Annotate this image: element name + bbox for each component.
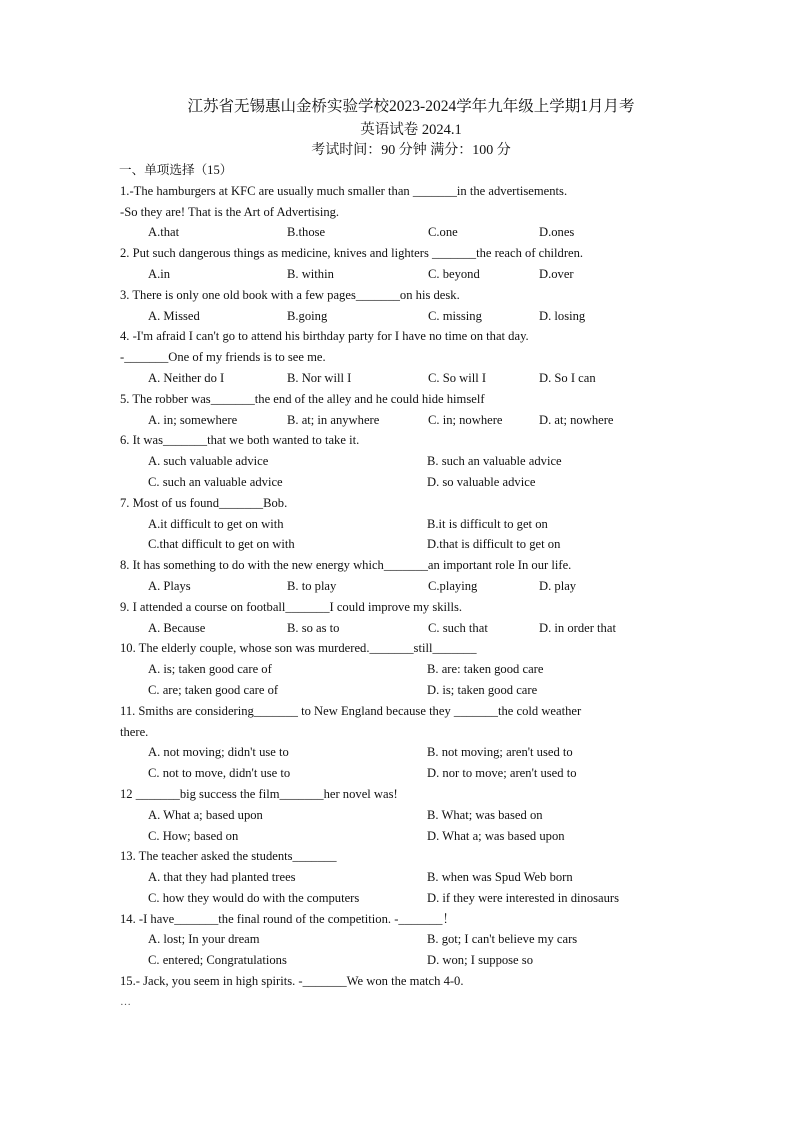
option-row xyxy=(120,472,660,493)
answer-option: A. What a; based upon xyxy=(148,807,263,822)
question-stem-continued: -So they are! That is the Art of Advertising. xyxy=(120,204,340,219)
option-row xyxy=(120,659,660,680)
answer-option: B. at; in anywhere xyxy=(287,412,380,427)
answer-option: B. within xyxy=(287,266,334,281)
answer-option: A. is; taken good care of xyxy=(148,662,272,677)
answer-option: A. Neither do I xyxy=(148,370,225,385)
answer-option: D.over xyxy=(539,266,574,281)
answer-option: A.it difficult to get on with xyxy=(148,516,284,531)
answer-option: C. not to move, didn't use to xyxy=(148,766,291,781)
option-row xyxy=(120,368,660,389)
answer-option: C. how they would do with the computers xyxy=(148,890,360,905)
answer-option: D.that is difficult to get on xyxy=(427,537,561,552)
exam-title: 江苏省无锡惠山金桥实验学校2023-2024学年九年级上学期1月月考 xyxy=(187,98,635,115)
option-row xyxy=(120,618,660,639)
continuation-ellipsis: … xyxy=(120,995,131,1008)
answer-option: D. losing xyxy=(539,308,586,323)
option-row xyxy=(120,950,660,971)
answer-option: C. in; nowhere xyxy=(428,412,503,427)
answer-option: A. Missed xyxy=(148,308,200,323)
answer-option: A. Plays xyxy=(148,578,191,593)
answer-option: A. not moving; didn't use to xyxy=(148,745,289,760)
question-stem: 11. Smiths are considering_______ to New England because they _______the cold weather xyxy=(120,703,582,718)
answer-option: A. in; somewhere xyxy=(148,412,238,427)
option-row xyxy=(120,576,660,597)
question-stem: 6. It was_______that we both wanted to take it. xyxy=(120,433,360,448)
question-stem: 12 _______big success the film_______her novel was! xyxy=(120,786,398,801)
answer-option: B. Nor will I xyxy=(287,370,352,385)
answer-option: B. to play xyxy=(287,578,337,593)
answer-option: C. missing xyxy=(428,308,482,323)
question-stem: 3. There is only one old book with a few pages_______on his desk. xyxy=(120,287,460,302)
question-stem: 1.-The hamburgers at KFC are usually much smaller than _______in the advertisements. xyxy=(120,183,568,198)
answer-option: C. entered; Congratulations xyxy=(148,953,287,968)
exam-info: 考试时间：90 分钟 满分：100 分 xyxy=(311,143,511,158)
answer-option: C. So will I xyxy=(428,370,487,385)
answer-option: C. beyond xyxy=(428,266,480,281)
answer-option: A. lost; In your dream xyxy=(148,932,260,947)
answer-option: B.those xyxy=(287,225,326,240)
question-stem: 4. -I'm afraid I can't go to attend his birthday party for I have no time on that day. xyxy=(120,329,529,344)
option-row xyxy=(120,222,660,243)
answer-option: A. that they had planted trees xyxy=(148,870,296,885)
answer-option: D. if they were interested in dinosaurs xyxy=(427,890,619,905)
option-row xyxy=(120,264,660,285)
answer-option: C.that difficult to get on with xyxy=(148,537,295,552)
answer-option: D. is; taken good care xyxy=(427,682,538,697)
answer-option: B. What; was based on xyxy=(427,807,543,822)
question-stem: 8. It has something to do with the new energy which_______an important role In our life. xyxy=(120,558,572,573)
answer-option: C.playing xyxy=(428,578,478,593)
option-row xyxy=(120,451,660,472)
option-row xyxy=(120,680,660,701)
question-stem: 14. -I have_______the final round of the competition. -_______！ xyxy=(120,911,456,926)
question-stem-continued: there. xyxy=(120,724,149,739)
answer-option: A.that xyxy=(148,225,180,240)
answer-option: B. so as to xyxy=(287,620,340,635)
question-stem: 2. Put such dangerous things as medicine, knives and lighters _______the reach of children. xyxy=(120,246,584,261)
option-row xyxy=(120,306,660,327)
answer-option: C.one xyxy=(428,225,458,240)
question-body xyxy=(120,160,660,1013)
question-stem: 5. The robber was_______the end of the alley and he could hide himself xyxy=(120,391,485,406)
answer-option: D. in order that xyxy=(539,620,616,635)
option-row xyxy=(120,763,660,784)
option-row xyxy=(120,867,660,888)
option-row xyxy=(120,929,660,950)
answer-option: A.in xyxy=(148,266,171,281)
answer-option: B. when was Spud Web born xyxy=(427,870,573,885)
answer-option: B.it is difficult to get on xyxy=(427,516,548,531)
answer-option: C. such an valuable advice xyxy=(148,474,283,489)
answer-option: A. such valuable advice xyxy=(148,454,269,469)
section-heading: 一、单项选择（15） xyxy=(119,163,233,177)
option-row xyxy=(120,742,660,763)
option-row xyxy=(120,410,660,431)
answer-option: A. Because xyxy=(148,620,206,635)
answer-option: D. play xyxy=(539,578,577,593)
answer-option: B. got; I can't believe my cars xyxy=(427,932,578,947)
answer-option: C. are; taken good care of xyxy=(148,682,279,697)
answer-option: D. so valuable advice xyxy=(427,474,536,489)
answer-option: D. What a; was based upon xyxy=(427,828,565,843)
answer-option: B.going xyxy=(287,308,328,323)
question-stem: 15.- Jack, you seem in high spirits. -_______We won the match 4-0. xyxy=(120,974,464,989)
answer-option: D.ones xyxy=(539,225,575,240)
answer-option: D. won; I suppose so xyxy=(427,953,533,968)
answer-option: D. at; nowhere xyxy=(539,412,614,427)
answer-option: B. not moving; aren't used to xyxy=(427,745,573,760)
question-stem: 9. I attended a course on football_______I could improve my skills. xyxy=(120,599,463,614)
answer-option: C. How; based on xyxy=(148,828,239,843)
exam-subtitle: 英语试卷 2024.1 xyxy=(360,122,462,138)
option-row xyxy=(120,514,660,535)
answer-option: D. nor to move; aren't used to xyxy=(427,766,577,781)
answer-option: B. are: taken good care xyxy=(427,662,544,677)
answer-option: C. such that xyxy=(428,620,488,635)
option-row xyxy=(120,826,660,847)
question-stem: 7. Most of us found_______Bob. xyxy=(120,495,288,510)
answer-option: D. So I can xyxy=(539,370,596,385)
answer-option: B. such an valuable advice xyxy=(427,454,562,469)
question-stem: 10. The elderly couple, whose son was murdered._______still_______ xyxy=(120,641,477,656)
question-stem-continued: -_______One of my friends is to see me. xyxy=(120,350,326,365)
option-row xyxy=(120,888,660,909)
question-stem: 13. The teacher asked the students_______ xyxy=(120,849,337,864)
option-row xyxy=(120,805,660,826)
option-row xyxy=(120,534,660,555)
